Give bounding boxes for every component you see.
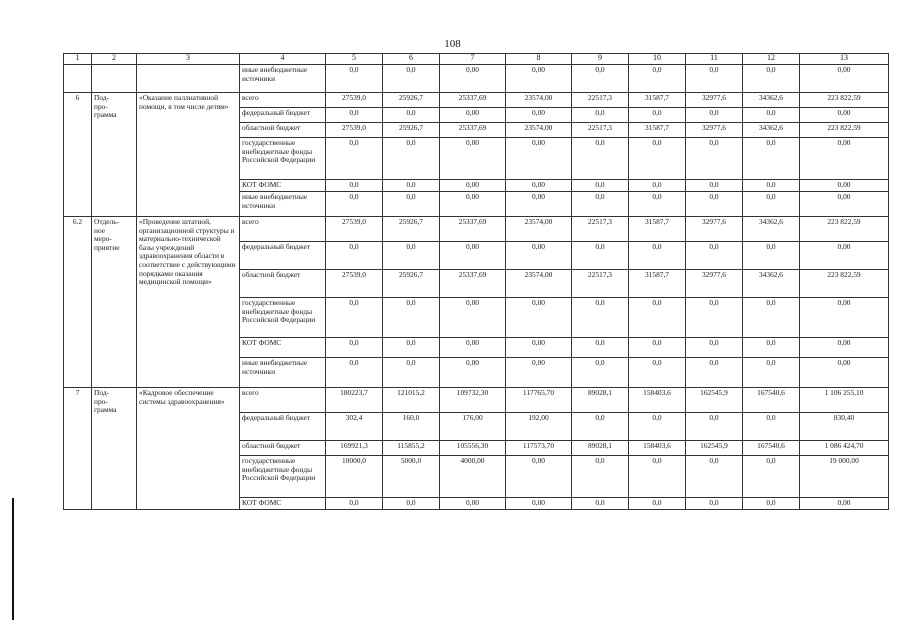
column-number: 10 xyxy=(629,54,686,65)
amount-cell: 0,00 xyxy=(800,338,889,358)
amount-cell: 0,0 xyxy=(743,498,800,510)
amount-cell: 0,00 xyxy=(800,242,889,270)
amount-cell: 22517,3 xyxy=(572,217,629,242)
amount-cell: 0,0 xyxy=(572,498,629,510)
amount-cell: 115855,2 xyxy=(383,441,440,456)
amount-cell: 0,00 xyxy=(506,298,572,338)
amount-cell: 0,00 xyxy=(440,65,506,93)
amount-cell: 0,0 xyxy=(743,180,800,192)
amount-cell: 158403,6 xyxy=(629,441,686,456)
item-type xyxy=(92,65,137,93)
amount-cell: 302,4 xyxy=(326,413,383,441)
amount-cell: 0,0 xyxy=(629,298,686,338)
amount-cell: 0,00 xyxy=(440,180,506,192)
amount-cell: 0,00 xyxy=(440,192,506,217)
funding-source: иные внебюджетные источники xyxy=(240,192,326,217)
amount-cell: 0,0 xyxy=(629,192,686,217)
amount-cell: 0,0 xyxy=(572,358,629,388)
amount-cell: 0,00 xyxy=(506,108,572,123)
amount-cell: 0,00 xyxy=(506,192,572,217)
amount-cell: 0,0 xyxy=(629,180,686,192)
amount-cell: 0,00 xyxy=(506,65,572,93)
column-number: 13 xyxy=(800,54,889,65)
amount-cell: 25926,7 xyxy=(383,123,440,138)
funding-source: КОТ ФОМС xyxy=(240,498,326,510)
amount-cell: 0,0 xyxy=(383,338,440,358)
amount-cell: 167540,6 xyxy=(743,388,800,413)
amount-cell: 1 106 255,10 xyxy=(800,388,889,413)
item-type xyxy=(92,217,137,388)
amount-cell: 0,00 xyxy=(506,498,572,510)
amount-cell: 32977,6 xyxy=(686,270,743,298)
amount-cell: 0,0 xyxy=(686,456,743,498)
amount-cell: 0,00 xyxy=(506,338,572,358)
amount-cell: 89028,1 xyxy=(572,388,629,413)
amount-cell: 0,0 xyxy=(326,108,383,123)
amount-cell: 22517,3 xyxy=(572,93,629,108)
item-type-text: Под- про- грамма xyxy=(94,388,117,415)
item-type xyxy=(92,388,137,510)
amount-cell: 160,0 xyxy=(383,413,440,441)
amount-cell: 0,0 xyxy=(326,358,383,388)
amount-cell: 0,00 xyxy=(800,298,889,338)
amount-cell: 0,00 xyxy=(800,192,889,217)
amount-cell: 162545,9 xyxy=(686,441,743,456)
amount-cell: 0,0 xyxy=(572,65,629,93)
table-row xyxy=(64,65,889,93)
row-number-text: 6 xyxy=(75,93,80,102)
amount-cell: 0,00 xyxy=(506,456,572,498)
amount-cell: 23574,00 xyxy=(506,270,572,298)
amount-cell: 25337,69 xyxy=(440,217,506,242)
amount-cell: 34362,6 xyxy=(743,93,800,108)
amount-cell: 25337,69 xyxy=(440,123,506,138)
row-number-text: 7 xyxy=(75,388,80,397)
amount-cell: 0,0 xyxy=(326,242,383,270)
funding-source: иные внебюджетные источники xyxy=(240,65,326,93)
table-row xyxy=(64,217,889,242)
amount-cell: 117765,70 xyxy=(506,388,572,413)
amount-cell: 0,00 xyxy=(800,498,889,510)
amount-cell: 0,0 xyxy=(686,338,743,358)
amount-cell: 27539,0 xyxy=(326,93,383,108)
column-number: 5 xyxy=(326,54,383,65)
amount-cell: 89028,1 xyxy=(572,441,629,456)
amount-cell: 22517,3 xyxy=(572,123,629,138)
column-number: 3 xyxy=(137,54,240,65)
amount-cell: 0,0 xyxy=(743,242,800,270)
item-name-text: «Кадровое обеспечение системы здравоохранения» xyxy=(139,388,225,406)
row-number xyxy=(64,65,92,93)
amount-cell: 0,00 xyxy=(506,358,572,388)
amount-cell: 0,0 xyxy=(572,138,629,180)
column-number: 8 xyxy=(506,54,572,65)
funding-source: федеральный бюджет xyxy=(240,242,326,270)
amount-cell: 0,00 xyxy=(440,338,506,358)
amount-cell: 0,0 xyxy=(743,108,800,123)
amount-cell: 31587,7 xyxy=(629,217,686,242)
amount-cell: 0,0 xyxy=(572,298,629,338)
amount-cell: 0,00 xyxy=(506,138,572,180)
amount-cell: 0,0 xyxy=(629,108,686,123)
item-name xyxy=(137,217,240,388)
amount-cell: 0,0 xyxy=(743,138,800,180)
amount-cell: 0,0 xyxy=(743,338,800,358)
amount-cell: 0,0 xyxy=(629,338,686,358)
amount-cell: 223 822,59 xyxy=(800,270,889,298)
amount-cell: 4000,00 xyxy=(440,456,506,498)
amount-cell: 25926,7 xyxy=(383,93,440,108)
amount-cell: 0,00 xyxy=(440,138,506,180)
amount-cell: 117573,70 xyxy=(506,441,572,456)
amount-cell: 32977,6 xyxy=(686,217,743,242)
amount-cell: 0,0 xyxy=(686,413,743,441)
amount-cell: 109732,30 xyxy=(440,388,506,413)
amount-cell: 23574,00 xyxy=(506,123,572,138)
amount-cell: 0,0 xyxy=(686,242,743,270)
amount-cell: 0,00 xyxy=(506,242,572,270)
amount-cell: 223 822,59 xyxy=(800,123,889,138)
amount-cell: 0,00 xyxy=(800,108,889,123)
amount-cell: 34362,6 xyxy=(743,270,800,298)
amount-cell: 0,0 xyxy=(326,180,383,192)
amount-cell: 34362,6 xyxy=(743,123,800,138)
amount-cell: 0,0 xyxy=(383,65,440,93)
amount-cell: 31587,7 xyxy=(629,93,686,108)
amount-cell: 0,0 xyxy=(572,456,629,498)
amount-cell: 0,0 xyxy=(572,242,629,270)
amount-cell: 0,0 xyxy=(629,65,686,93)
amount-cell: 27539,0 xyxy=(326,217,383,242)
amount-cell: 0,0 xyxy=(383,108,440,123)
column-number: 9 xyxy=(572,54,629,65)
page-number: 108 xyxy=(444,38,461,50)
amount-cell: 0,0 xyxy=(686,65,743,93)
amount-cell: 0,0 xyxy=(326,498,383,510)
funding-source: иные внебюджетные источники xyxy=(240,358,326,388)
funding-source: всего xyxy=(240,217,326,242)
item-name-text: «Проведение штатной, организационной структуры и материально-технической базы учреждений здравоохранения области в соответствие с действующими порядками оказания медицинской помощи» xyxy=(139,217,236,287)
amount-cell: 31587,7 xyxy=(629,270,686,298)
funding-source: областной бюджет xyxy=(240,123,326,138)
amount-cell: 0,00 xyxy=(440,108,506,123)
row-number-text: 6.2 xyxy=(72,217,83,226)
funding-source: федеральный бюджет xyxy=(240,108,326,123)
amount-cell: 0,0 xyxy=(686,298,743,338)
funding-source: государственные внебюджетные фонды Российской Федерации xyxy=(240,298,326,338)
amount-cell: 192,00 xyxy=(506,413,572,441)
column-number-row xyxy=(64,54,889,65)
amount-cell: 167540,6 xyxy=(743,441,800,456)
amount-cell: 162545,9 xyxy=(686,388,743,413)
amount-cell: 0,0 xyxy=(743,358,800,388)
column-number: 2 xyxy=(92,54,137,65)
amount-cell: 0,0 xyxy=(686,108,743,123)
amount-cell: 10000,0 xyxy=(326,456,383,498)
amount-cell: 0,0 xyxy=(383,242,440,270)
amount-cell: 32977,6 xyxy=(686,123,743,138)
row-number xyxy=(64,388,92,510)
amount-cell: 0,00 xyxy=(800,358,889,388)
amount-cell: 0,0 xyxy=(572,180,629,192)
amount-cell: 0,0 xyxy=(572,192,629,217)
row-number xyxy=(64,217,92,388)
amount-cell: 23574,00 xyxy=(506,217,572,242)
amount-cell: 0,0 xyxy=(629,242,686,270)
amount-cell: 0,0 xyxy=(686,138,743,180)
amount-cell: 0,0 xyxy=(383,498,440,510)
item-name-text: «Оказание паллиативной помощи, в том числе детям» xyxy=(139,93,229,111)
amount-cell: 0,0 xyxy=(383,298,440,338)
funding-source: федеральный бюджет xyxy=(240,413,326,441)
amount-cell: 5000,0 xyxy=(383,456,440,498)
amount-cell: 23574,00 xyxy=(506,93,572,108)
amount-cell: 0,0 xyxy=(572,338,629,358)
funding-source: областной бюджет xyxy=(240,441,326,456)
amount-cell: 169921,3 xyxy=(326,441,383,456)
amount-cell: 0,0 xyxy=(743,192,800,217)
amount-cell: 19 000,00 xyxy=(800,456,889,498)
item-name xyxy=(137,93,240,217)
row-number xyxy=(64,93,92,217)
amount-cell: 223 822,59 xyxy=(800,217,889,242)
funding-source: КОТ ФОМС xyxy=(240,180,326,192)
amount-cell: 0,00 xyxy=(440,498,506,510)
amount-cell: 0,0 xyxy=(629,138,686,180)
amount-cell: 25926,7 xyxy=(383,270,440,298)
column-number: 1 xyxy=(64,54,92,65)
amount-cell: 0,00 xyxy=(800,65,889,93)
amount-cell: 0,00 xyxy=(440,358,506,388)
amount-cell: 0,00 xyxy=(506,180,572,192)
amount-cell: 223 822,59 xyxy=(800,93,889,108)
column-number: 4 xyxy=(240,54,326,65)
funding-source: КОТ ФОМС xyxy=(240,338,326,358)
amount-cell: 22517,3 xyxy=(572,270,629,298)
amount-cell: 0,0 xyxy=(686,358,743,388)
amount-cell: 32977,6 xyxy=(686,93,743,108)
amount-cell: 0,00 xyxy=(800,180,889,192)
amount-cell: 0,0 xyxy=(743,413,800,441)
column-number: 12 xyxy=(743,54,800,65)
amount-cell: 0,0 xyxy=(629,498,686,510)
amount-cell: 0,0 xyxy=(326,298,383,338)
amount-cell: 0,0 xyxy=(686,498,743,510)
column-number: 7 xyxy=(440,54,506,65)
item-name xyxy=(137,65,240,93)
funding-source: областной бюджет xyxy=(240,270,326,298)
budget-table xyxy=(63,53,889,510)
amount-cell: 0,0 xyxy=(326,65,383,93)
amount-cell: 0,0 xyxy=(572,413,629,441)
item-type-text: Отдель- ное меро- приятие xyxy=(94,217,120,252)
column-number: 6 xyxy=(383,54,440,65)
amount-cell: 31587,7 xyxy=(629,123,686,138)
item-type-text: Под- про- грамма xyxy=(94,93,117,120)
amount-cell: 0,0 xyxy=(383,192,440,217)
column-number: 11 xyxy=(686,54,743,65)
amount-cell: 34362,6 xyxy=(743,217,800,242)
amount-cell: 0,0 xyxy=(629,413,686,441)
amount-cell: 25337,69 xyxy=(440,93,506,108)
amount-cell: 0,0 xyxy=(383,180,440,192)
funding-source: государственные внебюджетные фонды Российской Федерации xyxy=(240,456,326,498)
amount-cell: 0,0 xyxy=(383,138,440,180)
amount-cell: 27539,0 xyxy=(326,123,383,138)
amount-cell: 0,0 xyxy=(326,138,383,180)
margin-line xyxy=(12,498,14,620)
amount-cell: 0,0 xyxy=(743,298,800,338)
amount-cell: 27539,0 xyxy=(326,270,383,298)
amount-cell: 158403,6 xyxy=(629,388,686,413)
amount-cell: 1 086 424,70 xyxy=(800,441,889,456)
funding-source: всего xyxy=(240,93,326,108)
amount-cell: 0,0 xyxy=(686,180,743,192)
amount-cell: 830,40 xyxy=(800,413,889,441)
amount-cell: 0,0 xyxy=(629,456,686,498)
funding-source: всего xyxy=(240,388,326,413)
amount-cell: 176,00 xyxy=(440,413,506,441)
amount-cell: 0,0 xyxy=(686,192,743,217)
amount-cell: 0,0 xyxy=(326,338,383,358)
amount-cell: 0,0 xyxy=(743,65,800,93)
amount-cell: 25926,7 xyxy=(383,217,440,242)
amount-cell: 25337,69 xyxy=(440,270,506,298)
amount-cell: 105556,30 xyxy=(440,441,506,456)
amount-cell: 0,00 xyxy=(440,298,506,338)
amount-cell: 121015,2 xyxy=(383,388,440,413)
item-name xyxy=(137,388,240,510)
amount-cell: 0,00 xyxy=(800,138,889,180)
table-row xyxy=(64,93,889,108)
amount-cell: 0,0 xyxy=(629,358,686,388)
table-row xyxy=(64,388,889,413)
item-type xyxy=(92,93,137,217)
amount-cell: 0,0 xyxy=(326,192,383,217)
amount-cell: 0,0 xyxy=(572,108,629,123)
funding-source: государственные внебюджетные фонды Российской Федерации xyxy=(240,138,326,180)
amount-cell: 0,00 xyxy=(440,242,506,270)
amount-cell: 0,0 xyxy=(383,358,440,388)
amount-cell: 0,0 xyxy=(743,456,800,498)
amount-cell: 180223,7 xyxy=(326,388,383,413)
